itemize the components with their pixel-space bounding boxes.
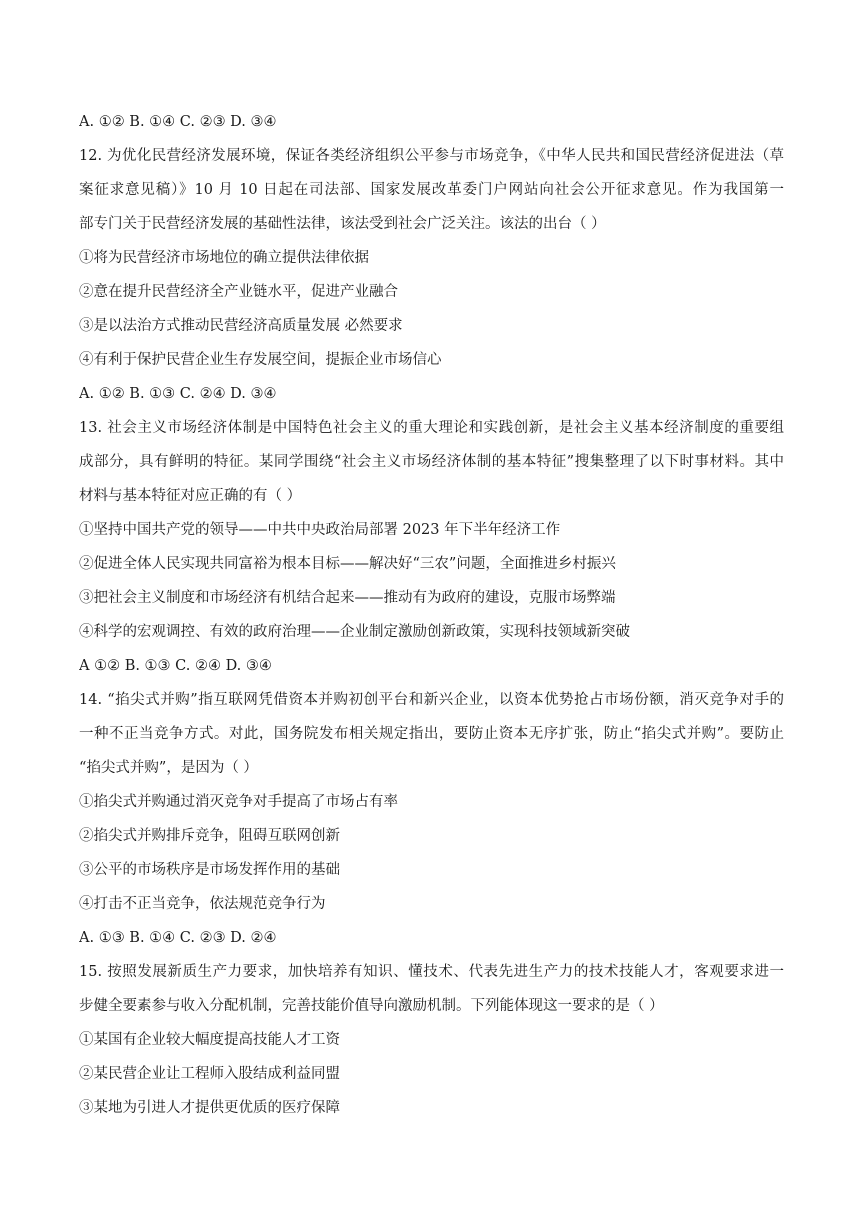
q12-stem-line-2: 案征求意见稿）》10 月 10 日起在司法部、国家发展改革委门户网站向社会公开征求意见。作为我国第一 xyxy=(79,182,784,198)
q14-answer-choices: A. ①③ B. ①④ C. ②③ D. ②④ xyxy=(79,930,277,946)
q12-option-1: ①将为民营经济市场地位的确立提供法律依据 xyxy=(79,250,369,266)
q12-answer-choices: A. ①② B. ①③ C. ②④ D. ③④ xyxy=(79,386,277,402)
q15-stem-line-2: 步健全要素参与收入分配机制，完善技能价值导向激励机制。下列能体现这一要求的是（ ） xyxy=(79,998,664,1014)
q12-stem-line-1: 12. 为优化民营经济发展环境，保证各类经济组织公平参与市场竞争，《中华人民共和国民营经济促进法（草 xyxy=(79,148,784,164)
q15-option-3: ③某地为引进人才提供更优质的医疗保障 xyxy=(79,1100,340,1116)
q13-option-1: ①坚持中国共产党的领导——中共中央政治局部署 2023 年下半年经济工作 xyxy=(79,522,561,538)
question-13 xyxy=(79,416,784,678)
q14-option-1: ①掐尖式并购通过消灭竞争对手提高了市场占有率 xyxy=(79,794,398,810)
q13-stem-line-2: 成部分，具有鲜明的特征。某同学围绕“社会主义市场经济体制的基本特征”搜集整理了以下时事材料。其中 xyxy=(79,454,784,470)
q14-stem-line-1: 14. “掐尖式并购”指互联网凭借资本并购初创平台和新兴企业，以资本优势抢占市场份额，消灭竞争对手的 xyxy=(79,692,784,708)
q14-stem-line-3: “掐尖式并购”，是因为（ ） xyxy=(79,760,258,776)
q12-option-2: ②意在提升民营经济全产业链水平，促进产业融合 xyxy=(79,284,398,300)
q12-option-3: ③是以法治方式推动民营经济高质量发展 必然要求 xyxy=(79,318,403,334)
q13-option-2: ②促进全体人民实现共同富裕为根本目标——解决好“三农”问题，全面推进乡村振兴 xyxy=(79,556,616,572)
q13-option-3: ③把社会主义制度和市场经济有机结合起来——推动有为政府的建设，克服市场弊端 xyxy=(79,590,616,606)
q13-answer-choices: A ①② B. ①③ C. ②④ D. ③④ xyxy=(79,658,272,674)
q15-option-1: ①某国有企业较大幅度提高技能人才工资 xyxy=(79,1032,340,1048)
q11-answer-choices: A. ①② B. ①④ C. ②③ D. ③④ xyxy=(79,114,277,130)
question-12 xyxy=(79,144,784,406)
q13-stem-line-3: 材料与基本特征对应正确的有（ ） xyxy=(79,488,302,504)
q12-stem-line-3: 部专门关于民营经济发展的基础性法律，该法受到社会广泛关注。该法的出台（ ） xyxy=(79,216,606,232)
q14-option-4: ④打击不正当竞争，依法规范竞争行为 xyxy=(79,896,326,912)
q15-option-2: ②某民营企业让工程师入股结成利益同盟 xyxy=(79,1066,340,1082)
q13-stem-line-1: 13. 社会主义市场经济体制是中国特色社会主义的重大理论和实践创新，是社会主义基本经济制度的重要组 xyxy=(79,420,784,436)
question-14 xyxy=(79,688,784,950)
q14-option-3: ③公平的市场秩序是市场发挥作用的基础 xyxy=(79,862,340,878)
question-15 xyxy=(79,960,784,1120)
q12-option-4: ④有利于保护民营企业生存发展空间，提振企业市场信心 xyxy=(79,352,442,368)
q14-stem-line-2: 一种不正当竞争方式。对此，国务院发布相关规定指出，要防止资本无序扩张，防止“掐尖式并购”。要防止 xyxy=(79,726,784,742)
q15-stem-line-1: 15. 按照发展新质生产力要求，加快培养有知识、懂技术、代表先进生产力的技术技能人才，客观要求进一 xyxy=(79,964,784,980)
q13-option-4: ④科学的宏观调控、有效的政府治理——企业制定激励创新政策，实现科技领域新突破 xyxy=(79,624,630,640)
exam-content xyxy=(79,110,784,1120)
q14-option-2: ②掐尖式并购排斥竞争，阻碍互联网创新 xyxy=(79,828,340,844)
